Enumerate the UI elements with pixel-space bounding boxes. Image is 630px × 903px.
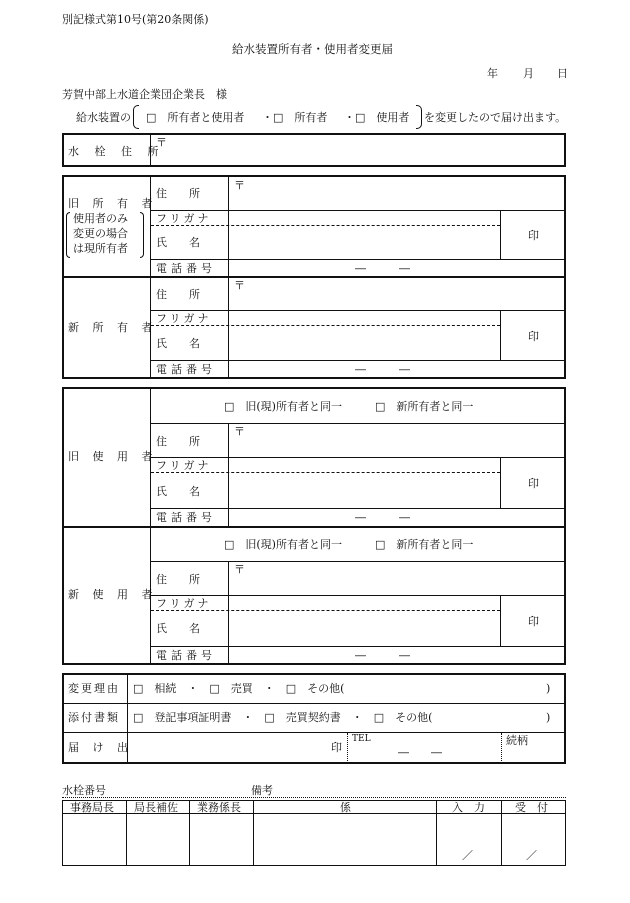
attachments-label: 添付書類 [68, 711, 120, 724]
notifier-tel-label: TEL [352, 734, 371, 744]
new-user-label: 新 使 用 者 [68, 588, 158, 601]
old-user-seal: 印 [528, 477, 539, 490]
old-user-phone-label: 電話番号 [156, 511, 216, 524]
old-user-name-field[interactable] [230, 474, 498, 507]
col-section-chief: 業務係長 [197, 801, 241, 814]
old-owner-address-label: 住 所 [156, 187, 200, 200]
new-user-furigana-label: フリガナ [156, 597, 212, 610]
old-user-label: 旧 使 用 者 [68, 450, 158, 463]
new-user-same-as-options[interactable]: □ 旧(現)所有者と同一 □ 新所有者と同一 [224, 538, 474, 551]
new-owner-phone-field[interactable]: ― ― [355, 363, 410, 376]
old-user-same-as-options[interactable]: □ 旧(現)所有者と同一 □ 新所有者と同一 [224, 400, 474, 413]
intro-suffix: を変更したので届け出ます。 [424, 111, 567, 124]
attachments-options[interactable]: □ 登記事項証明書 ・ □ 売買契約書 ・ □ その他( [133, 711, 433, 724]
new-owner-address-label: 住 所 [156, 288, 200, 301]
notifier-label: 届 け 出 [68, 741, 133, 754]
notifier-name-field[interactable] [130, 735, 342, 761]
old-user-postal-mark: 〒 [234, 425, 245, 438]
old-owner-note-2: 変更の場合 [73, 227, 128, 240]
faucet-address-field[interactable] [170, 136, 564, 165]
attachments-close: ) [546, 711, 551, 724]
old-owner-label: 旧 所 有 者 [68, 197, 158, 210]
new-user-phone-label: 電話番号 [156, 649, 216, 662]
receipt-slash: ／ [526, 849, 537, 862]
intro-option-owner[interactable]: ・□ 所有者 [262, 111, 328, 124]
old-user-name-label: 氏 名 [156, 485, 200, 498]
new-owner-address-field[interactable] [248, 279, 563, 308]
notifier-tel-field[interactable]: ― ― [398, 746, 442, 759]
old-owner-address-field[interactable] [248, 178, 563, 208]
old-owner-furigana-label: フリガナ [156, 212, 212, 225]
col-deputy: 局長補佐 [134, 801, 178, 814]
notifier-relation-label: 続柄 [506, 734, 528, 747]
reason-options[interactable]: □ 相続 ・ □ 売買 ・ □ その他( [133, 682, 345, 695]
intro-prefix: 給水装置の [76, 111, 131, 124]
old-user-furigana-label: フリガナ [156, 459, 212, 472]
new-user-name-label: 氏 名 [156, 622, 200, 635]
old-owner-furigana-field[interactable] [230, 212, 498, 224]
new-owner-furigana-label: フリガナ [156, 312, 212, 325]
new-owner-phone-label: 電話番号 [156, 363, 216, 376]
addressee: 芳賀中部上水道企業団企業長 様 [62, 88, 227, 101]
new-user-name-field[interactable] [230, 612, 498, 645]
new-owner-furigana-field[interactable] [230, 312, 498, 324]
new-user-seal: 印 [528, 615, 539, 628]
form-number: 別記様式第10号(第20条関係) [62, 13, 209, 26]
input-slash: ／ [462, 849, 473, 862]
old-user-phone-field[interactable]: ― ― [355, 511, 410, 524]
faucet-postal-mark: 〒 [156, 136, 167, 149]
new-owner-seal: 印 [528, 330, 539, 343]
notifier-seal: 印 [331, 741, 342, 754]
faucet-number-label: 水栓番号 [62, 784, 106, 797]
intro-option-user[interactable]: ・□ 使用者 [344, 111, 410, 124]
date-year: 年 [487, 67, 498, 80]
reason-close: ) [546, 682, 551, 695]
old-owner-phone-field[interactable]: ― ― [355, 262, 410, 275]
new-owner-name-label: 氏 名 [156, 337, 200, 350]
intro-option-both[interactable]: □ 所有者と使用者 [146, 111, 245, 124]
right-brace [416, 105, 422, 129]
old-owner-note-3: は現所有者 [73, 242, 128, 255]
new-user-furigana-field[interactable] [230, 597, 498, 609]
page-title: 給水装置所有者・使用者変更届 [232, 42, 393, 56]
new-owner-label: 新 所 有 者 [68, 321, 158, 334]
old-user-address-label: 住 所 [156, 435, 200, 448]
new-user-phone-field[interactable]: ― ― [355, 649, 410, 662]
new-owner-name-field[interactable] [230, 327, 498, 359]
new-user-postal-mark: 〒 [234, 563, 245, 576]
new-owner-postal-mark: 〒 [234, 279, 245, 292]
new-user-address-label: 住 所 [156, 573, 200, 586]
old-user-address-field[interactable] [248, 425, 563, 455]
reason-label: 変更理由 [68, 682, 120, 695]
col-input: 入 力 [452, 801, 485, 814]
date-month: 月 [523, 67, 534, 80]
old-owner-seal: 印 [528, 229, 539, 242]
date-day: 日 [557, 67, 568, 80]
old-owner-note-1: 使用者のみ [73, 212, 128, 225]
col-receipt: 受 付 [515, 801, 548, 814]
col-director: 事務局長 [70, 801, 114, 814]
old-user-furigana-field[interactable] [230, 459, 498, 471]
faucet-address-label: 水 栓 住 所 [68, 145, 165, 158]
old-owner-phone-label: 電話番号 [156, 262, 216, 275]
old-owner-name-field[interactable] [230, 227, 498, 258]
new-user-address-field[interactable] [248, 563, 563, 593]
old-owner-name-label: 氏 名 [156, 236, 200, 249]
left-brace [133, 105, 139, 129]
old-owner-postal-mark: 〒 [234, 179, 245, 192]
remarks-label: 備考 [251, 784, 273, 797]
col-staff: 係 [340, 801, 351, 814]
